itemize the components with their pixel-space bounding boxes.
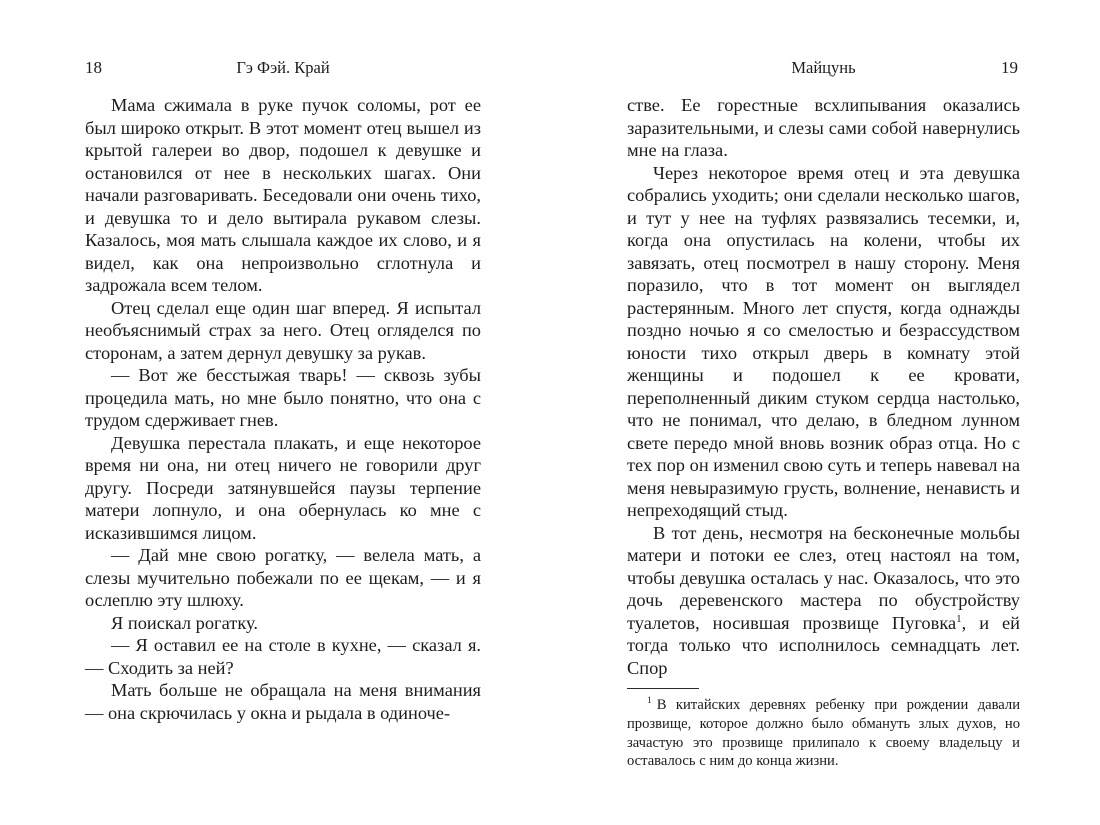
dialogue-paragraph: — Дай мне свою рогатку, — велела мать, а слезы мучительно побежали по ее щекам, — и я ослеплю эту шлюху. (85, 545, 481, 610)
running-header-right (627, 58, 1020, 78)
right-page-body (627, 94, 1020, 771)
dialogue-paragraph: — Вот же бесстыжая тварь! — сквозь зубы процедила мать, но мне было понятно, что она с трудом сдерживает гнев. (85, 365, 481, 430)
footnote (627, 696, 1020, 771)
footnote-text: В китайских деревнях ребенку при рождении давали прозвище, которое должно было обмануть злых духов, но зачастую это прозвище прилипало к своему владельцу и оставалось с ним до конца жизни. (627, 697, 1020, 770)
dialogue-paragraph: — Я оставил ее на столе в кухне, — сказал я. — Сходить за ней? (85, 635, 481, 678)
page-right (627, 0, 1020, 825)
footnote-marker: 1 (647, 696, 652, 707)
left-page-body (85, 94, 481, 724)
continuation-paragraph: стве. Ее горестные всхлипывания оказались заразительными, и слезы сами собой навернулись мне на глаза. (627, 95, 1020, 160)
paragraph-text: В тот день, несмотря на бесконечные мольбы матери и потоки ее слез, отец настоял на том, чтобы девушка осталась у нас. Оказалось, что это дочь деревенского мастера по обустройству туалетов, носившая прозвище Пуговка (627, 522, 1020, 633)
paragraph: Девушка перестала плакать, и еще некоторое время ни она, ни отец ничего не говорили друг другу. Посреди затянувшейся паузы терпение матери лопнуло, и она обернулась ко мне с исказившимся лицом. (85, 432, 481, 543)
paragraph: Отец сделал еще один шаг вперед. Я испытал необъяснимый страх за него. Отец огляделся по сторонам, а затем дернул девушку за рукав. (85, 297, 481, 363)
running-head-left: Гэ Фэй. Край (236, 58, 330, 77)
paragraph: Я поискал рогатку. (111, 612, 258, 633)
footnote-reference-marker: 1 (956, 612, 962, 625)
paragraph: Мать больше не обращала на меня внимания — она скрючилась у окна и рыдала в одиноче- (85, 680, 481, 723)
running-header-left (85, 58, 481, 78)
page-number-left: 18 (85, 58, 102, 77)
page-left (85, 0, 481, 825)
paragraph-with-footnote-ref (627, 522, 1020, 680)
footnote-block (627, 688, 1020, 771)
page-number-right: 19 (1001, 58, 1018, 77)
paragraph: Через некоторое время отец и эта девушка собрались уходить; они сделали несколько шагов, и тут у нее на туфлях развязались тесемки, и, когда она опустилась на колени, чтобы их завязать, отец посмотрел в нашу сторону. Меня поразило, что в тот момент он выглядел растерянным. Много лет спустя, когда однажды поздно ночью я со смелостью и безрассудством юности тихо открыл дверь в комнату этой женщины и подошел к ее кровати, переполненный диким стуком сердца настолько, что не понимал, что делаю, в бледном лунном свете передо мной вновь возник образ отца. Но с тех пор он изменил свою суть и теперь навевал на меня невыразимую грусть, волнение, ненависть и непреходящий стыд. (627, 162, 1020, 520)
footnote-separator (627, 688, 699, 689)
paragraph: Мама сжимала в руке пучок соломы, рот ее был широко открыт. В этот момент отец вышел из крытой галереи во двор, подошел к девушке и остановился от нее в нескольких шагах. Они начали разговаривать. Беседовали они очень тихо, и девушка то и дело вытирала рукавом слезы. Казалось, моя мать слышала каждое их слово, и я видел, как она непроизвольно сглотнула и задрожала всем телом. (85, 95, 481, 295)
running-head-right: Майцунь (791, 58, 856, 77)
paragraph-text: , и ей тогда только что исполнилось семнадцать лет. Спор (627, 612, 1021, 678)
